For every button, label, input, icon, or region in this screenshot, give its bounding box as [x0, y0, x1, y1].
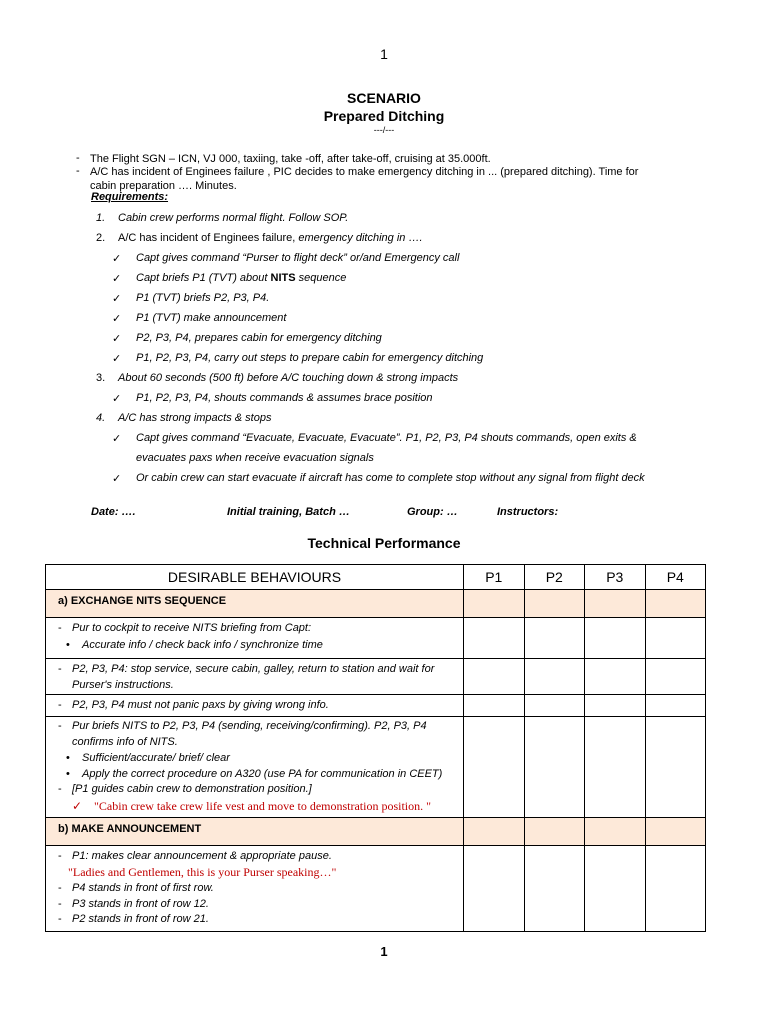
req-4-check-1a: Capt gives command “Evacuate, Evacuate, Evacuate”. P1, P2, P3, P4 shouts commands, open exits & [136, 432, 637, 444]
score-cell[interactable] [645, 818, 706, 846]
behaviour-text: confirms info of NITS. [72, 735, 178, 748]
req-2-check-2-a: Capt briefs P1 (TVT) about [136, 272, 271, 284]
checkmark-icon: ✓ [112, 253, 122, 265]
score-cell[interactable] [464, 659, 525, 695]
score-cell[interactable] [524, 618, 585, 659]
table-row [46, 618, 706, 659]
req-1-text: Cabin crew performs normal flight. Follow SOP. [118, 212, 349, 224]
meta-instructors: Instructors: [497, 506, 559, 518]
behaviour-text: Pur to cockpit to receive NITS briefing from Capt: [72, 622, 312, 634]
score-cell[interactable] [524, 590, 585, 618]
score-cell[interactable] [524, 695, 585, 717]
score-cell[interactable] [585, 818, 646, 846]
behaviour-line: - Pur to cockpit to receive NITS briefing from Capt: [58, 622, 312, 634]
page-title: SCENARIO [347, 90, 421, 106]
dash-marker: - [76, 152, 80, 164]
behaviour-cell [46, 695, 464, 717]
behaviour-line: - P2, P3, P4: stop service, secure cabin, galley, return to station and wait for [58, 663, 435, 675]
table-row [46, 846, 706, 932]
score-cell[interactable] [464, 717, 525, 818]
checkmark-icon: ✓ [112, 273, 122, 285]
title-separator: ---/--- [373, 125, 395, 135]
behaviour-text: P4 stands in front of first row. [72, 882, 214, 894]
req-4-number: 4. [96, 412, 106, 424]
behaviour-bullet: • Apply the correct procedure on A320 (use PA for communication in CEET) [66, 768, 443, 780]
score-cell[interactable] [464, 846, 525, 932]
header-p4: P4 [645, 565, 706, 590]
req-2-check-6: P1, P2, P3, P4, carry out steps to prepare cabin for emergency ditching [136, 352, 484, 364]
score-cell[interactable] [645, 846, 706, 932]
section-label-a: a) EXCHANGE NITS SEQUENCE [46, 590, 464, 618]
behaviour-cell [46, 717, 464, 818]
page-subtitle: Prepared Ditching [323, 108, 445, 124]
behaviour-text: P2, P3, P4 must not panic paxs by giving wrong info. [72, 699, 329, 711]
checkmark-icon: ✓ [112, 473, 122, 485]
req-2-check-1: Capt gives command “Purser to flight deck” or/and Emergency call [136, 252, 460, 264]
behaviour-text: [P1 guides cabin crew to demonstration position.] [72, 783, 312, 795]
score-cell[interactable] [524, 659, 585, 695]
req-2-check-4: P1 (TVT) make announcement [136, 312, 287, 324]
header-p3: P3 [585, 565, 646, 590]
performance-table [45, 564, 706, 932]
behaviour-bullet: • Sufficient/accurate/ brief/ clear [66, 752, 230, 764]
behaviour-line: - P2, P3, P4 must not panic paxs by giving wrong info. [58, 699, 329, 711]
intro-text-2: A/C has incident of Enginees failure , PIC decides to make emergency ditching in ... (prepared ditching). Time for [90, 166, 639, 178]
behaviour-line: - [P1 guides cabin crew to demonstration position.] [58, 783, 312, 795]
behaviour-text: P2 stands in front of row 21. [72, 913, 209, 925]
behaviour-line [46, 678, 463, 694]
score-cell[interactable] [585, 659, 646, 695]
behaviour-text: Purser's instructions. [72, 678, 174, 691]
table-row [46, 717, 706, 818]
score-cell[interactable] [464, 818, 525, 846]
header-p1: P1 [464, 565, 525, 590]
table-row [46, 659, 706, 695]
section-row-a [46, 590, 706, 618]
score-cell[interactable] [585, 846, 646, 932]
score-cell[interactable] [524, 846, 585, 932]
req-2-text [118, 232, 423, 244]
page-number-top: 1 [380, 46, 388, 62]
req-2-text-a: A/C has incident of Enginees failure, [118, 232, 299, 244]
checkmark-icon: ✓ [112, 393, 122, 405]
quote-text: "Cabin crew take crew life vest and move to demonstration position. " [94, 798, 432, 813]
behaviour-bullet: • Accurate info / check back info / synchronize time [66, 638, 323, 651]
checkmark-icon: ✓ [112, 313, 122, 325]
req-2-check-2 [136, 272, 346, 284]
bullet-text: Sufficient/accurate/ brief/ clear [82, 752, 230, 764]
req-2-check-2-c: sequence [295, 272, 347, 284]
intro-text-3: cabin preparation …. Minutes. [90, 180, 237, 192]
behaviour-text: P1: makes clear announcement & appropriate pause. [72, 850, 332, 862]
header-behaviours: DESIRABLE BEHAVIOURS [46, 565, 464, 590]
req-2-check-3: P1 (TVT) briefs P2, P3, P4. [136, 292, 270, 304]
behaviour-line: - P3 stands in front of row 12. [58, 897, 209, 910]
score-cell[interactable] [464, 695, 525, 717]
behaviour-line: - Pur briefs NITS to P2, P3, P4 (sending, receiving/confirming). P2, P3, P4 [58, 720, 427, 732]
score-cell[interactable] [585, 695, 646, 717]
req-1-number: 1. [96, 212, 106, 224]
score-cell[interactable] [585, 590, 646, 618]
behaviour-quote [46, 798, 463, 815]
behaviour-cell [46, 846, 464, 932]
score-cell[interactable] [464, 590, 525, 618]
section-label-b: b) MAKE ANNOUNCEMENT [46, 818, 464, 846]
score-cell[interactable] [645, 618, 706, 659]
behaviour-text: P3 stands in front of row 12. [72, 897, 209, 910]
req-2-check-5: P2, P3, P4, prepares cabin for emergency ditching [136, 332, 382, 344]
table-header-row [46, 565, 706, 590]
section-heading: Technical Performance [307, 535, 461, 551]
behaviour-cell [46, 618, 464, 659]
section-row-b [46, 818, 706, 846]
score-cell[interactable] [585, 717, 646, 818]
behaviour-line: - P1: makes clear announcement & appropriate pause. [58, 850, 332, 862]
checkmark-icon: ✓ [112, 333, 122, 345]
score-cell[interactable] [585, 618, 646, 659]
dash-marker: - [76, 165, 80, 177]
meta-date: Date: …. [91, 506, 136, 518]
requirements-label: Requirements: [91, 191, 169, 203]
quote-text: "Ladies and Gentlemen, this is your Purser speaking…" [68, 864, 337, 879]
behaviour-text: Pur briefs NITS to P2, P3, P4 (sending, receiving/confirming). P2, P3, P4 [72, 720, 427, 732]
behaviour-line: - P4 stands in front of first row. [58, 882, 214, 894]
req-3-check: P1, P2, P3, P4, shouts commands & assumes brace position [136, 392, 433, 404]
score-cell[interactable] [464, 618, 525, 659]
behaviour-cell [46, 659, 464, 695]
score-cell[interactable] [524, 818, 585, 846]
checkmark-icon: ✓ [112, 353, 122, 365]
checkmark-icon: ✓ [112, 433, 122, 445]
meta-training: Initial training, Batch … [227, 506, 350, 518]
score-cell[interactable] [645, 590, 706, 618]
req-2-check-2-b: NITS [270, 272, 296, 284]
checkmark-icon: ✓ [112, 293, 122, 305]
score-cell[interactable] [645, 695, 706, 717]
checkmark-icon: ✓ [72, 798, 83, 813]
meta-group: Group: … [407, 506, 458, 518]
score-cell[interactable] [524, 717, 585, 818]
score-cell[interactable] [645, 659, 706, 695]
req-2-text-b: emergency ditching in …. [298, 232, 423, 244]
behaviour-quote [46, 865, 463, 882]
req-3-number: 3. [96, 372, 106, 384]
req-4-text: A/C has strong impacts & stops [118, 412, 272, 424]
req-2-number: 2. [96, 232, 106, 244]
req-4-check-2: Or cabin crew can start evacuate if aircraft has come to complete stop without any signal from flight deck [136, 472, 645, 484]
behaviour-line [46, 735, 463, 751]
score-cell[interactable] [645, 717, 706, 818]
page-number-bottom: 1 [380, 944, 388, 959]
bullet-text: Accurate info / check back info / synchronize time [82, 638, 323, 651]
behaviour-text: P2, P3, P4: stop service, secure cabin, galley, return to station and wait for [72, 663, 435, 675]
intro-text-1: The Flight SGN – ICN, VJ 000, taxiing, take -off, after take-off, cruising at 35.000ft. [90, 153, 491, 165]
bullet-text: Apply the correct procedure on A320 (use PA for communication in CEET) [82, 768, 443, 780]
header-p2: P2 [524, 565, 585, 590]
table-row [46, 695, 706, 717]
req-3-text: About 60 seconds (500 ft) before A/C touching down & strong impacts [118, 372, 459, 384]
behaviour-line: - P2 stands in front of row 21. [58, 913, 209, 925]
req-4-check-1b: evacuates paxs when receive evacuation signals [136, 452, 374, 464]
